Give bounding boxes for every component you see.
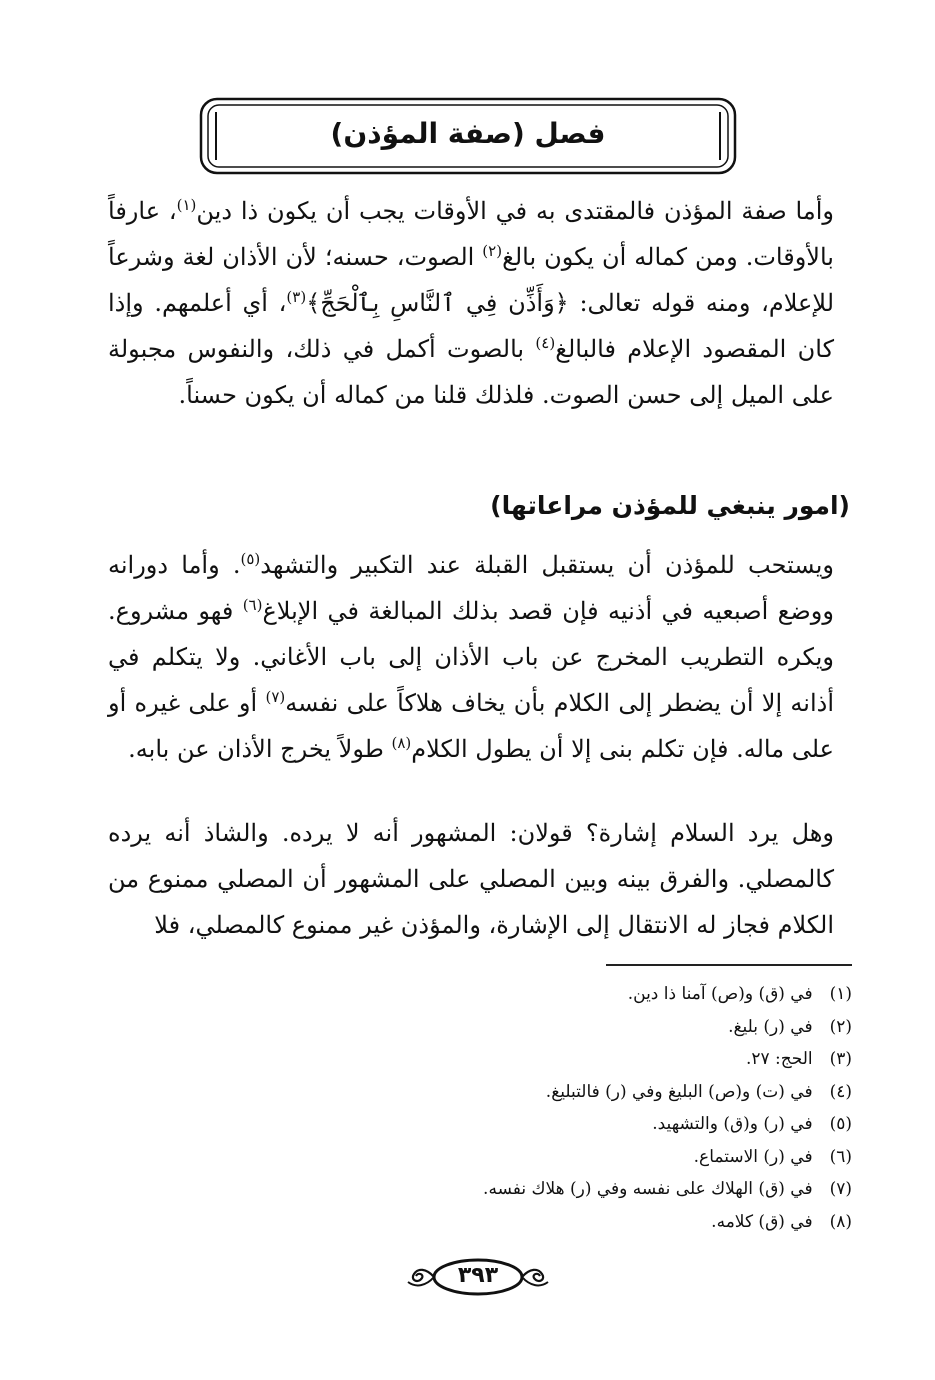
footnote-item bbox=[300, 1076, 852, 1109]
footnote-text: في (ق) الهلاك على نفسه وفي (ر) هلاك نفسه. bbox=[483, 1179, 813, 1199]
footnote-item bbox=[300, 1108, 852, 1141]
p2-text-4: أو على غيره أو على ماله. فإن تكلم بنى إلا أن يطول الكلام bbox=[108, 689, 834, 763]
p2-text-3: فهو مشروع. ويكره التطريب المخرج عن باب الأذان إلى باب الأغاني. ولا يتكلم في أذانه إلا أن يضطر إلى الكلام بأن يخاف هلاكاً على نفسه bbox=[108, 597, 835, 717]
footnote-ref-1: (١) bbox=[176, 196, 197, 214]
footnote-number: (٥) bbox=[829, 1114, 852, 1134]
footnote-item bbox=[300, 1206, 852, 1239]
footnote-item bbox=[300, 1141, 852, 1174]
footnote-ref-8: (٨) bbox=[391, 734, 412, 752]
footnote-item bbox=[300, 1011, 852, 1044]
page-number-ornament bbox=[398, 1252, 558, 1304]
footnote-number: (١) bbox=[829, 984, 852, 1004]
footnote-text: في (ت) و(ص) البليغ وفي (ر) فالتبليغ. bbox=[545, 1081, 813, 1102]
p2-text-1: ويستحب للمؤذن أن يستقبل القبلة عند التكبير والتشهد bbox=[260, 551, 834, 579]
footnote-ref-3: (٣) bbox=[286, 288, 307, 306]
paragraph-muezzin-conduct bbox=[108, 542, 834, 772]
footnote-ref-5: (٥) bbox=[240, 550, 261, 568]
footnote-item bbox=[300, 1043, 852, 1076]
p2-text-5: طولاً يخرج الأذان عن بابه. bbox=[128, 735, 392, 763]
footnote-number: (٨) bbox=[829, 1211, 852, 1232]
footnote-number: (٢) bbox=[829, 1016, 852, 1037]
footnote-text: في (ق) كلامه. bbox=[711, 1211, 813, 1232]
p1-text-3: الصوت، حسنه؛ لأن الأذان لغة وشرعاً للإعلام، ومنه قوله تعالى: ﴿وَأَذِّن فِي ٱلنَّاسِ بِٱلْحَجِّ﴾ bbox=[108, 243, 835, 317]
footnote-item bbox=[300, 978, 852, 1011]
footnotes-list bbox=[300, 978, 852, 1238]
footnote-text: في (ر) الاستماع. bbox=[693, 1146, 813, 1167]
footnote-separator bbox=[606, 964, 852, 966]
footnote-ref-7: (٧) bbox=[265, 688, 286, 706]
paragraph-muezzin-qualities bbox=[108, 188, 834, 418]
footnote-item bbox=[300, 1173, 852, 1206]
footnote-text: في (ق) و(ص) آمنا ذا دين. bbox=[627, 984, 813, 1004]
p2-text-2: . وأما دورانه ووضع أصبعيه في أذنيه فإن قصد بذلك المبالغة في الإبلاغ bbox=[108, 551, 834, 625]
footnote-number: (٧) bbox=[829, 1179, 852, 1199]
chapter-title: فصل (صفة المؤذن) bbox=[330, 117, 606, 150]
p1-text-2: ، عارفاً بالأوقات. ومن كماله أن يكون بالغ bbox=[108, 197, 834, 271]
p1-text-5: بالصوت أكمل في ذلك، والنفوس مجبولة على الميل إلى حسن الصوت. فلذلك قلنا من كماله أن يكون حسناً. bbox=[108, 335, 834, 409]
footnote-text: في (ر) و(ق) والتشهيد. bbox=[652, 1114, 813, 1134]
p1-text-4: ، أي أعلمهم. وإذا كان المقصود الإعلام فالبالغ bbox=[108, 289, 834, 363]
chapter-title-frame bbox=[198, 96, 738, 176]
footnote-text: الحج: ٢٧. bbox=[745, 1049, 813, 1069]
footnote-number: (٣) bbox=[829, 1049, 852, 1069]
p1-text-1: وأما صفة المؤذن فالمقتدى به في الأوقات يجب أن يكون ذا دين bbox=[196, 197, 834, 225]
footnote-ref-6: (٦) bbox=[242, 596, 263, 614]
footnote-ref-4: (٤) bbox=[535, 334, 556, 352]
footnote-text: في (ر) بليغ. bbox=[728, 1016, 813, 1037]
paragraph-greeting-reply: وهل يرد السلام إشارة؟ قولان: المشهور أنه لا يرده. والشاذ أنه يرده كالمصلي. والفرق بينه وبين المصلي على المشهور أن المصلي ممنوع من الكلام فجاز له الانتقال إلى الإشارة، والمؤذن غير ممنوع كالمصلي، فلا bbox=[108, 819, 834, 939]
footnote-number: (٤) bbox=[829, 1081, 852, 1102]
page-number: ٣٩٣ bbox=[457, 1263, 499, 1288]
section-heading: (امور ينبغي للمؤذن مراعاتها) bbox=[490, 491, 850, 520]
footnote-number: (٦) bbox=[829, 1146, 852, 1167]
footnote-ref-2: (٢) bbox=[482, 242, 503, 260]
